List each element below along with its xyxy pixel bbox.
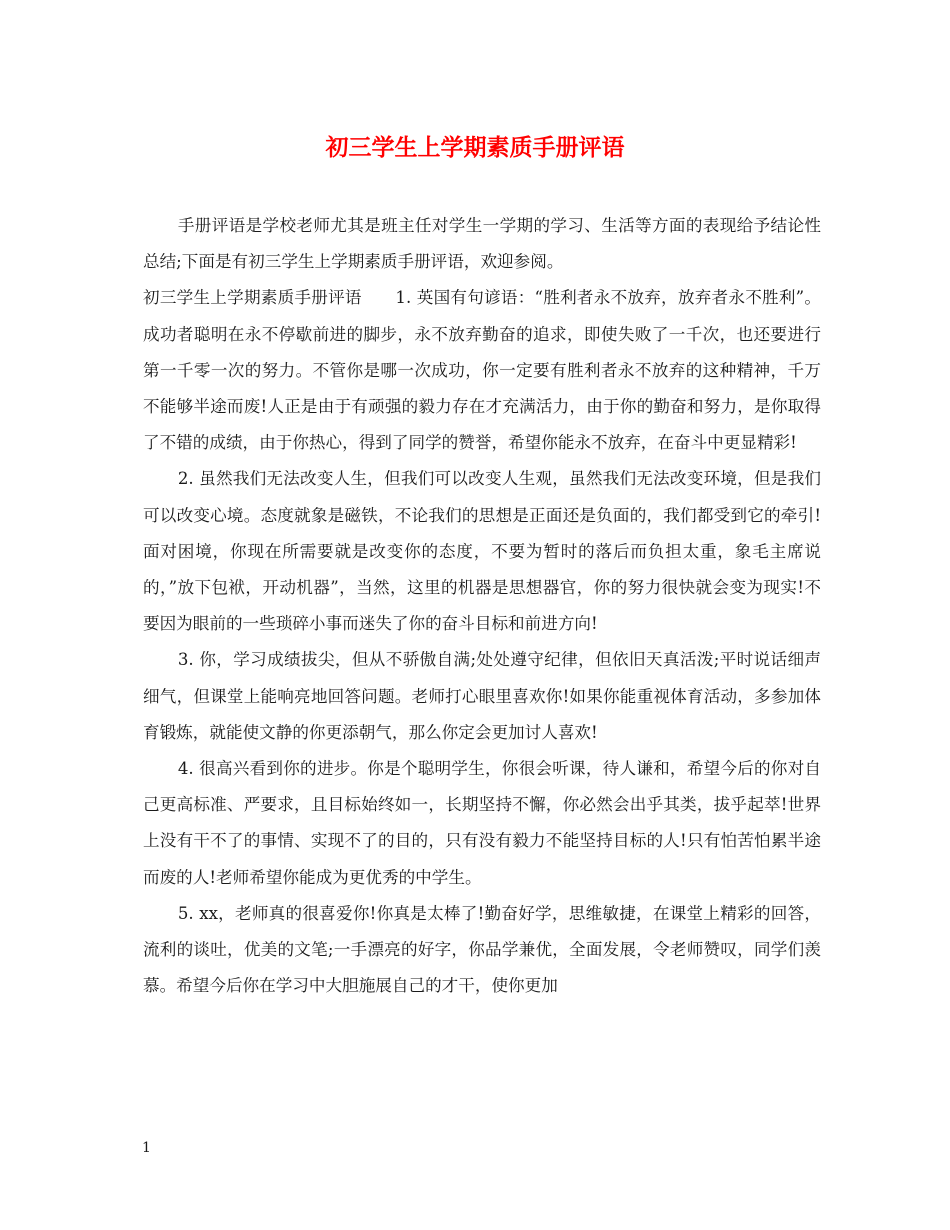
page-number: 1 xyxy=(142,1140,151,1156)
paragraph-comment-5: 5. xx，老师真的很喜爱你!你真是太棒了!勤奋好学，思维敏捷，在课堂上精彩的回答，流利的谈吐，优美的文笔;一手漂亮的好字，你品学兼优，全面发展，令老师赞叹，同学们羡慕。希望今后你在学习中大胆施展自己的才干，使你更加 xyxy=(143,903,821,996)
document-body xyxy=(143,208,821,1004)
document-title: 初三学生上学期素质手册评语 xyxy=(325,134,625,161)
paragraph-comment-4: 4. 很高兴看到你的进步。你是个聪明学生，你很会听课，待人谦和，希望今后的你对自己更高标准、严要求，且目标始终如一，长期坚持不懈，你必然会出乎其类，拔乎起萃!世界上没有干不了的事情、实现不了的目的，只有没有毅力不能坚持目标的人!只有怕苦怕累半途而废的人!老师希望你能成为更优秀的中学生。 xyxy=(143,759,821,887)
paragraph-intro: 手册评语是学校老师尤其是班主任对学生一学期的学习、生活等方面的表现给予结论性总结;下面是有初三学生上学期素质手册评语，欢迎参阅。 xyxy=(143,216,821,272)
paragraph-comment-2: 2. 虽然我们无法改变人生，但我们可以改变人生观，虽然我们无法改变环境，但是我们可以改变心境。态度就象是磁铁，不论我们的思想是正面还是负面的，我们都受到它的牵引!面对困境，你现在所需要就是改变你的态度，不要为暂时的落后而负担太重，象毛主席说的，”放下包袱，开动机器”，当然，这里的机器是思想器官，你的努力很快就会变为现实!不要因为眼前的一些琐碎小事而迷失了你的奋斗目标和前进方向! xyxy=(143,469,821,634)
paragraph-comment-3: 3. 你，学习成绩拔尖，但从不骄傲自满;处处遵守纪律，但依旧天真活泼;平时说话细声细气，但课堂上能响亮地回答问题。老师打心眼里喜欢你!如果你能重视体育活动，多参加体育锻炼，就能使文静的你更添朝气，那么你定会更加讨人喜欢! xyxy=(143,650,821,742)
paragraph-comment-1: 初三学生上学期素质手册评语 1. 英国有句谚语：“胜利者永不放弃，放弃者永不胜利”。成功者聪明在永不停歇前进的脚步，永不放弃勤奋的追求，即使失败了一千次，也还要进行第一千零一次的努力。不管你是哪一次成功，你一定要有胜利者永不放弃的这种精神，千万不能够半途而废!人正是由于有顽强的毅力存在才充满活力，由于你的勤奋和努力，是你取得了不错的成绩，由于你热心，得到了同学的赞誉，希望你能永不放弃，在奋斗中更显精彩! xyxy=(143,288,821,453)
